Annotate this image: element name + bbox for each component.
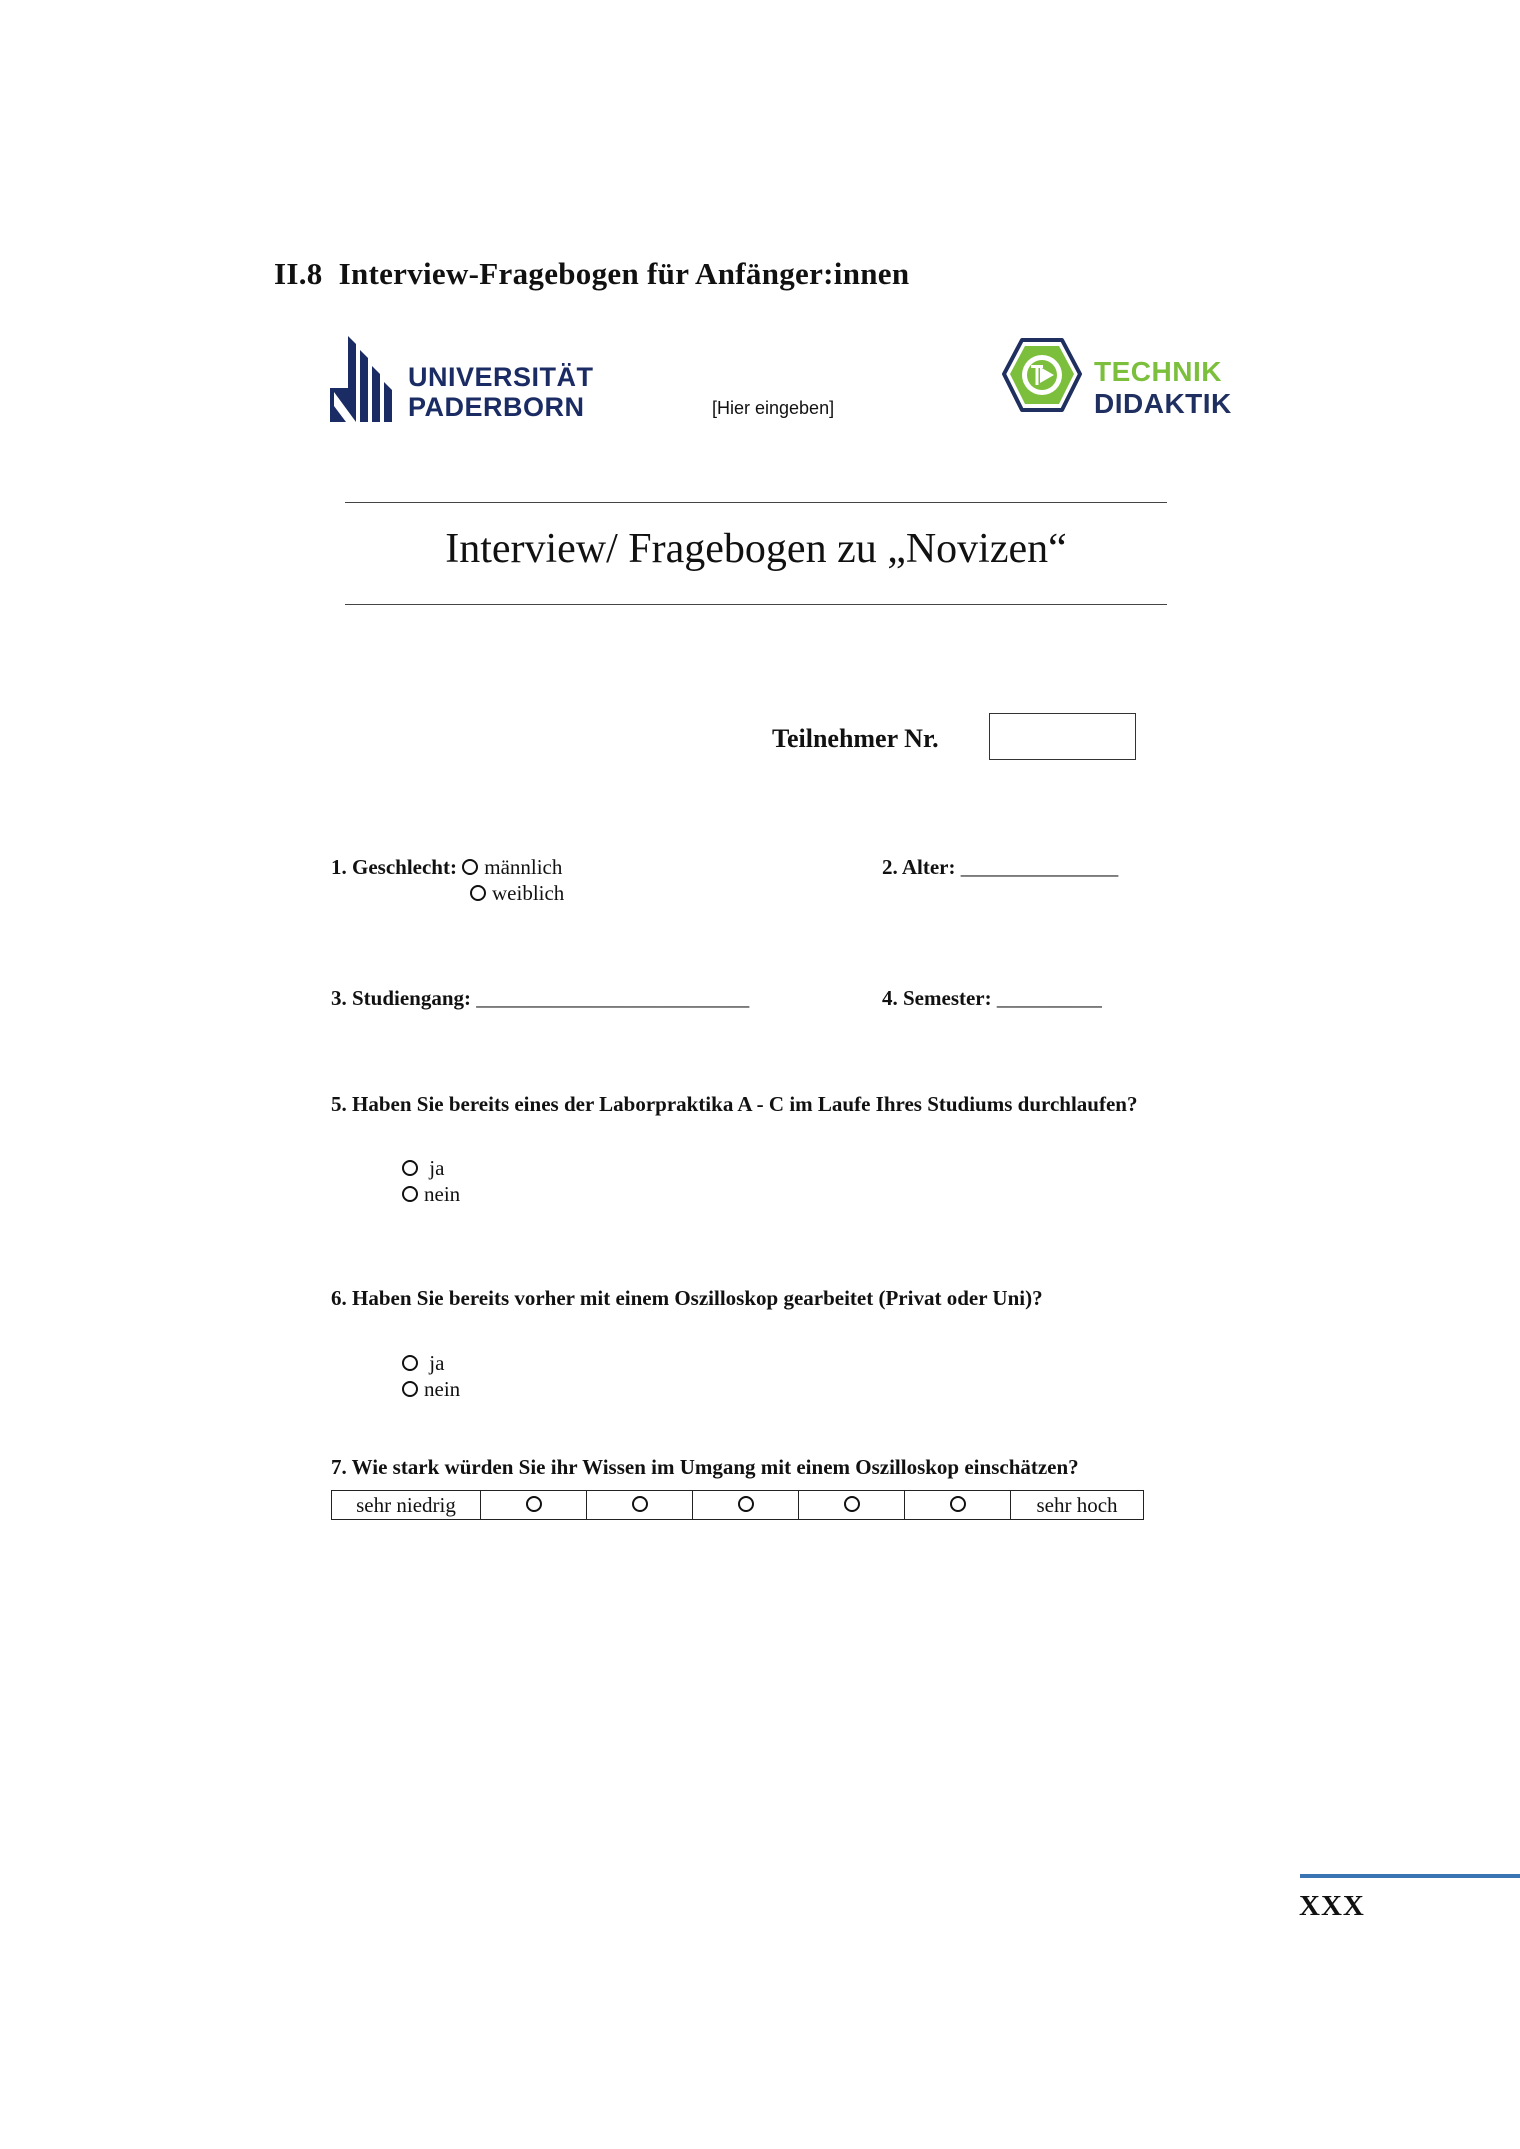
q5-option-nein[interactable] xyxy=(402,1181,460,1207)
td-wordmark-line2: DIDAKTIK xyxy=(1094,388,1232,419)
q6-option-ja-label: ja xyxy=(429,1351,445,1375)
header-placeholder[interactable]: [Hier eingeben] xyxy=(712,398,835,418)
q6-option-ja[interactable] xyxy=(402,1350,444,1376)
q4-label: 4. Semester: xyxy=(882,986,992,1010)
scale-option-1[interactable] xyxy=(481,1491,587,1520)
q6-option-nein-label: nein xyxy=(424,1377,461,1401)
q4-answer-line[interactable]: __________ xyxy=(996,986,1102,1010)
scale-high-label: sehr hoch xyxy=(1011,1491,1144,1520)
scale-option-5[interactable] xyxy=(905,1491,1011,1520)
upb-wordmark-line1: UNIVERSITÄT xyxy=(408,362,594,392)
question-2 xyxy=(882,854,1118,880)
radio-circle-icon xyxy=(462,859,478,875)
knowledge-rating-scale xyxy=(331,1490,1144,1520)
question-7-text: 7. Wie stark würden Sie ihr Wissen im Umgang mit einem Oszilloskop einschätzen? xyxy=(331,1455,1079,1479)
question-6-text: 6. Haben Sie bereits vorher mit einem Oszilloskop gearbeitet (Privat oder Uni)? xyxy=(331,1286,1043,1310)
question-4 xyxy=(882,985,1102,1011)
scale-row xyxy=(332,1491,1144,1520)
upb-books-icon xyxy=(330,336,400,422)
radio-circle-icon xyxy=(738,1496,754,1512)
title-rule-top xyxy=(345,502,1167,503)
radio-circle-icon xyxy=(844,1496,860,1512)
q3-answer-line[interactable]: __________________________ xyxy=(476,986,750,1010)
q1-option-female[interactable] xyxy=(470,880,564,906)
q3-label: 3. Studiengang: xyxy=(331,986,472,1010)
scale-option-2[interactable] xyxy=(587,1491,693,1520)
q1-option-male-label: männlich xyxy=(484,855,563,879)
section-number: II.8 xyxy=(274,256,323,291)
title-rule-bottom xyxy=(345,604,1167,605)
question-3 xyxy=(331,985,749,1011)
q1-option-male[interactable] xyxy=(462,855,562,879)
radio-circle-icon xyxy=(632,1496,648,1512)
scale-option-4[interactable] xyxy=(799,1491,905,1520)
participant-number-label: Teilnehmer Nr. xyxy=(772,724,939,753)
radio-circle-icon xyxy=(402,1160,418,1176)
q2-label: 2. Alter: xyxy=(882,855,956,879)
radio-circle-icon xyxy=(526,1496,542,1512)
radio-circle-icon xyxy=(402,1186,418,1202)
scale-option-3[interactable] xyxy=(693,1491,799,1520)
q1-option-female-label: weiblich xyxy=(492,881,565,905)
technik-didaktik-logo xyxy=(1000,336,1230,418)
radio-circle-icon xyxy=(402,1381,418,1397)
q5-option-nein-label: nein xyxy=(424,1182,461,1206)
q2-answer-line[interactable]: _______________ xyxy=(960,855,1119,879)
question-1 xyxy=(331,854,562,880)
q1-label: 1. Geschlecht: xyxy=(331,855,457,879)
question-5-text: 5. Haben Sie bereits eines der Laborpraktika A - C im Laufe Ihres Studiums durchlaufen? xyxy=(331,1092,1138,1116)
upb-wordmark-line2: PADERBORN xyxy=(408,392,585,422)
radio-circle-icon xyxy=(470,885,486,901)
participant-number-field[interactable] xyxy=(989,713,1136,760)
section-title: Interview-Fragebogen für Anfänger:innen xyxy=(338,256,910,291)
radio-circle-icon xyxy=(402,1355,418,1371)
upb-wordmark xyxy=(408,362,594,422)
page-number: XXX xyxy=(1299,1890,1365,1922)
td-wordmark-line1: TECHNIK xyxy=(1094,356,1222,387)
q6-option-nein[interactable] xyxy=(402,1376,460,1402)
footer-accent-line xyxy=(1300,1874,1520,1878)
q5-option-ja-label: ja xyxy=(429,1156,445,1180)
td-wordmark xyxy=(1094,356,1232,420)
radio-circle-icon xyxy=(950,1496,966,1512)
td-hexagon-play-icon xyxy=(1000,336,1084,416)
section-heading xyxy=(274,256,909,292)
scale-low-label: sehr niedrig xyxy=(332,1491,481,1520)
q5-option-ja[interactable] xyxy=(402,1155,444,1181)
document-title: Interview/ Fragebogen zu „Novizen“ xyxy=(445,526,1067,572)
universitaet-paderborn-logo xyxy=(330,336,594,422)
